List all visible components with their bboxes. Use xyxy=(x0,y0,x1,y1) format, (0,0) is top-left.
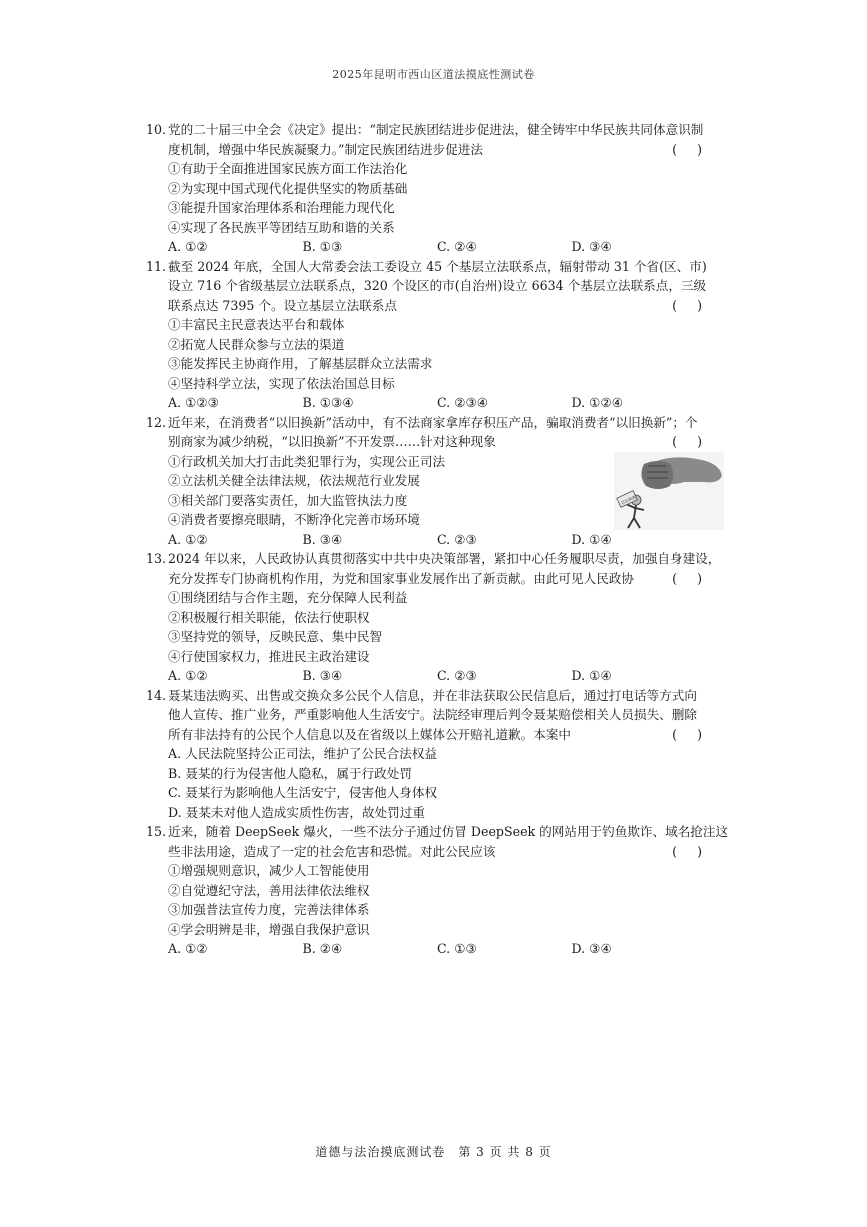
option-item: ②自觉遵纪守法，善用法律依法维权 xyxy=(168,882,370,898)
fist-cartoon-illustration xyxy=(614,452,724,530)
question-number: 12. xyxy=(146,414,167,430)
answer-choices xyxy=(146,530,706,550)
choice-c: C. ②③ xyxy=(437,531,477,547)
answer-paren: ( ) xyxy=(672,570,702,586)
choice-d: D. ①④ xyxy=(571,531,612,547)
question-list xyxy=(146,120,729,959)
option-item: ④行使国家权力，推进民主政治建设 xyxy=(168,648,370,664)
option-item: ①围绕团结与合作主题，充分保障人民利益 xyxy=(168,590,408,605)
choice-b: B. ③④ xyxy=(302,531,343,547)
option-item: ③能提升国家治理体系和治理能力现代化 xyxy=(168,200,395,215)
option-item: ②积极履行相关职能，依法行使职权 xyxy=(168,609,370,625)
choice-a: A. 人民法院坚持公正司法，维护了公民合法权益 xyxy=(168,746,437,761)
option-item: ②为实现中国式现代化提供坚实的物质基础 xyxy=(168,180,408,196)
question-stem-cont: 充分发挥专门协商机构作用，为党和国家事业发展作出了新贡献。由此可见人民政协 ( ) xyxy=(146,569,706,589)
question-stem: 14. 聂某违法购买、出售或交换众多公民个人信息，并在非法获取公民信息后，通过打电话等方式向 xyxy=(146,686,706,706)
option-item: ③能发挥民主协商作用，了解基层群众立法需求 xyxy=(168,356,433,371)
answer-paren: ( ) xyxy=(672,843,702,859)
question-stem-cont: 设立 716 个省级基层立法联系点，320 个设区的市(自治州)设立 6634 个基层立法联系点，三级 xyxy=(168,278,707,293)
question-stem-cont: 度机制，增强中华民族凝聚力。”制定民族团结进步促进法 ( ) xyxy=(146,140,706,160)
question-13 xyxy=(146,549,721,686)
choice-a: A. ①② xyxy=(168,239,208,254)
question-stem: 11. 截至 2024 年底，全国人大常委会法工委设立 45 个基层立法联系点，辐射带动 31 个省(区、市) xyxy=(146,257,706,277)
question-stem-cont: 别商家为减少纳税，“以旧换新”不开发票……针对这种现象 ( ) xyxy=(146,432,706,452)
option-item: ①行政机关加大打击此类犯罪行为，实现公正司法 xyxy=(168,453,446,469)
answer-paren: ( ) xyxy=(672,141,702,157)
answer-choices xyxy=(146,666,706,686)
option-item: ②立法机关健全法律法规，依法规范行业发展 xyxy=(168,473,420,488)
choice-b: B. 聂某的行为侵害他人隐私，属于行政处罚 xyxy=(168,765,412,781)
choice-a: A. ①②③ xyxy=(168,395,219,410)
question-stem: 12. 近年来，在消费者“以旧换新”活动中，有不法商家拿库存积压产品，骗取消费者“以旧换新”；个 xyxy=(146,413,706,433)
choice-d: D. ③④ xyxy=(571,941,612,956)
question-stem: 13. 2024 年以来，人民政协认真贯彻落实中共中央决策部署，紧扣中心任务履职尽责，加强自身建设， xyxy=(146,549,706,569)
question-stem: 10. 党的二十届三中全会《决定》提出：“制定民族团结进步促进法，健全铸牢中华民族共同体意识制 xyxy=(146,120,706,140)
option-item: ③相关部门要落实责任，加大监管执法力度 xyxy=(168,492,408,508)
page-header: 2025年昆明市西山区道法摸底性测试卷 xyxy=(332,68,535,81)
option-item: ④坚持科学立法，实现了依法治国总目标 xyxy=(168,375,395,391)
answer-choices xyxy=(146,939,706,959)
choice-a: A. ①② xyxy=(168,941,208,956)
choice-d: D. 聂某未对他人造成实质性伤害，故处罚过重 xyxy=(168,804,425,820)
option-item: ①有助于全面推进国家民族方面工作法治化 xyxy=(168,161,408,176)
answer-paren: ( ) xyxy=(672,726,702,742)
choice-b: B. ①③④ xyxy=(302,395,354,410)
choice-c: C. ①③ xyxy=(437,941,477,956)
question-stem-cont: 些非法用途，造成了一定的社会危害和恐慌。对此公民应该 ( ) xyxy=(146,842,706,862)
option-item: ①丰富民主民意表达平台和载体 xyxy=(168,317,345,332)
option-item: ②拓宽人民群众参与立法的渠道 xyxy=(168,336,345,352)
answer-choices xyxy=(146,237,706,257)
choice-b: B. ①③ xyxy=(302,239,343,254)
answer-choices xyxy=(146,393,706,413)
question-number: 10. xyxy=(146,122,167,137)
choice-d: D. ③④ xyxy=(571,239,612,254)
question-11 xyxy=(146,257,706,413)
question-stem: 15. 近来，随着 DeepSeek 爆火，一些不法分子通过仿冒 DeepSeek 的网站用于钓鱼欺诈、域名抢注这 xyxy=(146,822,706,842)
choice-a: A. ①② xyxy=(168,668,208,683)
page-footer: 道德与法治摸底测试卷 第 3 页 共 8 页 xyxy=(315,1145,552,1159)
question-number: 15. xyxy=(146,824,167,839)
question-10 xyxy=(146,120,706,257)
answer-paren: ( ) xyxy=(672,297,702,313)
question-number: 13. xyxy=(146,551,167,566)
choice-b: B. ③④ xyxy=(302,668,343,683)
illustration-sign: 以旧换新 xyxy=(620,494,637,506)
question-14 xyxy=(146,686,706,823)
choice-c: C. ②③④ xyxy=(437,395,489,410)
option-item: ①增强规则意识，减少人工智能使用 xyxy=(168,863,370,878)
option-item: ③坚持党的领导，反映民意、集中民智 xyxy=(168,629,383,644)
choice-c: C. 聂某行为影响他人生活安宁，侵害他人身体权 xyxy=(168,785,438,800)
question-15 xyxy=(146,822,729,959)
question-number: 14. xyxy=(146,687,167,703)
option-item: ③加强普法宣传力度，完善法律体系 xyxy=(168,902,370,917)
question-stem-cont: 他人宣传、推广业务，严重影响他人生活安宁。法院经审理后判令聂某赔偿相关人员损失、删除 xyxy=(168,707,697,722)
choice-a: A. ①② xyxy=(168,531,208,547)
question-number: 11. xyxy=(146,258,167,274)
answer-paren: ( ) xyxy=(672,434,702,449)
option-item: ④消费者要擦亮眼睛，不断净化完善市场环境 xyxy=(168,512,420,527)
question-stem-cont: 所有非法持有的公民个人信息以及在省级以上媒体公开赔礼道歉。本案中 ( ) xyxy=(146,725,706,745)
option-item: ④学会明辨是非，增强自我保护意识 xyxy=(168,921,370,937)
choice-c: C. ②③ xyxy=(437,668,477,683)
choice-c: C. ②④ xyxy=(437,239,477,254)
choice-b: B. ②④ xyxy=(302,941,343,956)
option-item: ④实现了各民族平等团结互助和谐的关系 xyxy=(168,219,395,235)
choice-d: D. ①④ xyxy=(571,668,612,683)
choice-d: D. ①②④ xyxy=(571,395,624,410)
question-stem-cont: 联系点达 7395 个。设立基层立法联系点 ( ) xyxy=(146,296,706,316)
